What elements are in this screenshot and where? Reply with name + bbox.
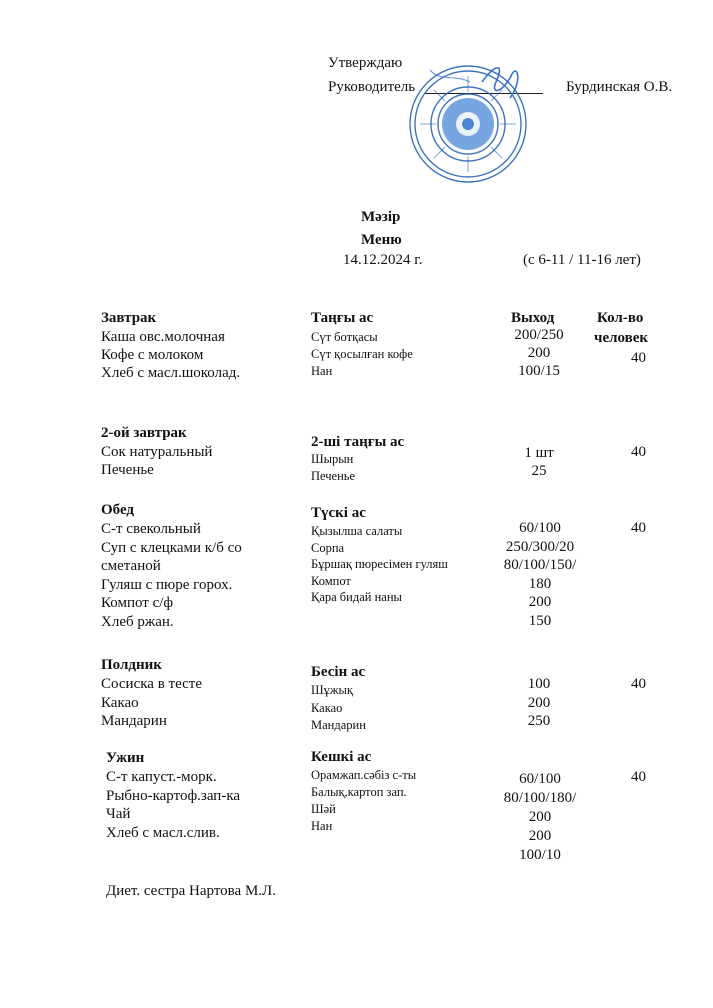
section-title-kz: 2-ші таңғы ас xyxy=(311,434,405,450)
output-value: 80/100/180/ xyxy=(503,790,577,806)
head-role: Руководитель xyxy=(328,79,416,95)
menu-item-ru: Гуляш с пюре горох. xyxy=(101,576,233,593)
menu-item-kz: Сүт ботқасы xyxy=(311,330,378,344)
menu-item-ru: Сок натуральный xyxy=(101,444,213,460)
output-value: 180 xyxy=(528,575,552,592)
menu-item-kz: Орамжап.сәбіз с-ты xyxy=(311,768,417,782)
menu-item-ru: С-т капуст.-морк. xyxy=(106,769,217,785)
menu-item-ru: Чай xyxy=(106,806,131,822)
menu-item-ru: Кофе с молоком xyxy=(101,347,204,363)
output-value: 60/100 xyxy=(519,520,561,536)
menu-item-ru: Мандарин xyxy=(101,713,167,729)
output-value: 200 xyxy=(528,594,552,610)
section-outputs xyxy=(495,675,583,731)
menu-title-ru: Меню xyxy=(361,232,402,248)
head-name: Бурдинская О.В. xyxy=(566,79,673,95)
menu-item-ru: Хлеб с масл.шоколад. xyxy=(101,365,241,381)
output-value: 200 xyxy=(528,828,552,844)
menu-item-kz: Нан xyxy=(311,819,333,833)
section-title-kz: Түскі ас xyxy=(311,505,366,521)
menu-item-kz: Қызылша салаты xyxy=(311,524,403,538)
menu-item-ru: Рыбно-картоф.зап-ка xyxy=(106,787,241,804)
section-outputs xyxy=(495,770,585,865)
output-value: 100/15 xyxy=(518,363,560,379)
output-value: 200 xyxy=(528,809,552,825)
section-title-ru: Обед xyxy=(101,502,135,518)
section-outputs xyxy=(495,326,583,380)
menu-item-ru: Каша овс.молочная xyxy=(101,329,225,345)
output-value: 100 xyxy=(527,676,551,692)
people-count: 40 xyxy=(631,676,646,692)
menu-item-kz: Печенье xyxy=(311,469,356,483)
section-outputs xyxy=(495,444,583,480)
output-value: 100/10 xyxy=(519,847,561,863)
people-count: 40 xyxy=(631,520,646,536)
menu-item-ru: сметаной xyxy=(101,558,161,574)
output-value: 250 xyxy=(527,713,551,729)
section-title-ru: Завтрак xyxy=(101,310,157,326)
menu-item-ru: Печенье xyxy=(101,462,154,478)
menu-item-kz: Сорпа xyxy=(311,540,345,555)
people-count: 40 xyxy=(631,444,646,460)
menu-item-ru: Какао xyxy=(101,694,139,711)
diet-nurse-signature: Диет. сестра Нартова М.Л. xyxy=(106,883,276,899)
approval-label: Утверждаю xyxy=(328,55,403,71)
menu-item-ru: Хлеб ржан. xyxy=(101,613,174,630)
menu-item-kz: Шәй xyxy=(311,802,336,816)
section-items-ru xyxy=(106,768,240,842)
age-range: (с 6-11 / 11-16 лет) xyxy=(523,252,641,268)
official-stamp xyxy=(400,52,540,192)
menu-title-kz: Мәзір xyxy=(361,209,401,225)
section-items-kz xyxy=(311,682,366,735)
section-items-ru xyxy=(101,328,240,382)
output-value: 200 xyxy=(527,345,551,361)
menu-date: 14.12.2024 г. xyxy=(343,252,423,268)
section-title-ru: Полдник xyxy=(101,657,162,673)
column-count-header: Кол-во xyxy=(597,310,644,326)
section-title-kz: Бесін ас xyxy=(311,664,366,680)
section-items-kz xyxy=(311,329,413,380)
menu-item-kz: Мандарин xyxy=(311,718,366,732)
people-count: 40 xyxy=(631,350,646,366)
menu-item-kz: Сүт қосылған кофе xyxy=(311,347,413,361)
menu-item-ru: Хлеб с масл.слив. xyxy=(106,824,220,841)
column-output-header: Выход xyxy=(511,310,555,326)
section-title-ru: 2-ой завтрак xyxy=(101,425,187,441)
menu-item-ru: С-т свекольный xyxy=(101,521,201,537)
menu-item-kz: Балық,картоп зап. xyxy=(311,785,407,799)
section-items-kz xyxy=(311,523,448,606)
menu-item-kz: Шырын xyxy=(311,452,354,466)
section-items-kz xyxy=(311,767,416,835)
output-value: 60/100 xyxy=(519,771,561,787)
output-value: 250/300/20 xyxy=(505,538,575,555)
section-outputs xyxy=(495,519,585,630)
menu-item-kz: Компот xyxy=(311,573,351,588)
output-value: 200 xyxy=(527,694,551,711)
menu-item-kz: Бұршақ пюресімен гуляш xyxy=(311,557,448,571)
menu-item-kz: Какао xyxy=(311,700,343,715)
section-items-ru xyxy=(101,443,212,479)
section-title-ru: Ужин xyxy=(106,750,145,766)
output-value: 1 шт xyxy=(524,445,554,461)
section-items-ru xyxy=(101,520,242,631)
output-value: 150 xyxy=(528,612,552,629)
people-count: 40 xyxy=(631,769,646,785)
menu-item-kz: Нан xyxy=(311,364,333,378)
section-items-kz xyxy=(311,451,355,485)
output-value: 80/100/150/ xyxy=(503,557,577,573)
output-value: 200/250 xyxy=(514,327,564,343)
menu-item-ru: Компот с/ф xyxy=(101,595,174,611)
menu-item-kz: Қара бидай наны xyxy=(311,590,402,604)
menu-item-kz: Шұжық xyxy=(311,683,353,697)
menu-item-ru: Сосиска в тесте xyxy=(101,676,202,692)
section-title-kz: Таңғы ас xyxy=(311,310,374,326)
menu-item-ru: Суп с клецками к/б со xyxy=(101,539,242,556)
column-count-header-2: человек xyxy=(594,330,649,346)
section-items-ru xyxy=(101,675,202,731)
output-value: 25 xyxy=(531,463,547,479)
section-title-kz: Кешкі ас xyxy=(311,749,372,765)
